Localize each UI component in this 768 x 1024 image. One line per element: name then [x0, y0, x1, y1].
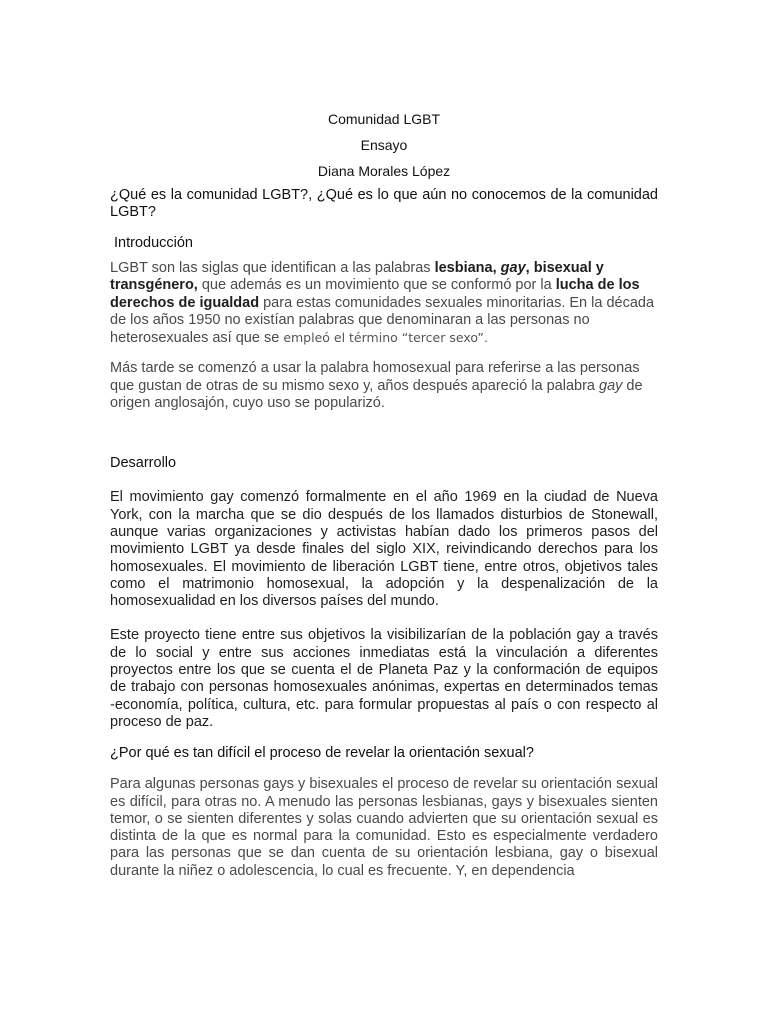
intro-p1-bold-italic-gay: gay: [500, 260, 526, 276]
intro-p2-text-2: de origen anglosajón, cuyo uso se popularizó.: [110, 377, 643, 412]
intro-paragraph-1: [110, 260, 658, 347]
second-question-paragraph: Para algunas personas gays y bisexuales el proceso de revelar su orientación sexual es difícil, para otras no. A menudo las personas lesbianas, gays y bisexuales sienten temor, o se sienten diferentes y solas cuando advierten que su orientación sexual es distinta de la que es normal para la comunidad. Esto es especialmente verdadero para las personas que se dan cuenta de su orientación lesbiana, gay o bisexual durante la niñez o adolescencia, lo cual es frecuente. Y, en dependencia: [110, 776, 658, 879]
intro-paragraph-2: [110, 360, 658, 412]
intro-p1-bold-1: lesbiana,: [434, 260, 501, 276]
opening-question: ¿Qué es la comunidad LGBT?, ¿Qué es lo que aún no conocemos de la comunidad LGBT?: [110, 187, 658, 220]
document-page: [110, 110, 658, 880]
development-paragraph-2: Este proyecto tiene entre sus objetivos la visibilizarían de la población gay a través de lo social y entre sus acciones inmediatas está la vinculación a diferentes proyectos entre los que se cuenta el de Planeta Paz y la conformación de equipos de trabajo con personas homosexuales anónimas, expertas en determinados temas -economía, política, cultura, etc. para formular propuestas al país o con respecto al proceso de paz.: [110, 627, 658, 730]
intro-p1-bold-2: , bisexual y transgénero,: [110, 260, 604, 294]
document-author: Diana Morales López: [317, 163, 451, 179]
intro-p2-italic-gay: gay: [599, 377, 623, 394]
development-paragraph-1: El movimiento gay comenzó formalmente en el año 1969 en la ciudad de Nueva York, con la marcha que se dio después de los llamados disturbios de Stonewall, aunque varias organizaciones y activistas habían dado los primeros pasos del movimiento LGBT ya desde finales del siglo XIX, reivindicando derechos para los homosexuales. El movimiento de liberación LGBT tiene, entre otros, objetivos tales como el matrimonio homosexual, la adopción y la despenalización de la homosexualidad en los diversos países del mundo.: [110, 489, 658, 610]
intro-heading: Introducción: [114, 235, 193, 251]
intro-p1-text-2: que además es un movimiento que se conformó por la: [197, 277, 556, 294]
intro-p1-text-1: LGBT son las siglas que identifican a las palabras: [110, 260, 435, 276]
development-heading: Desarrollo: [110, 455, 177, 472]
intro-p1-text-3: para estas comunidades sexuales minoritarias. En la década de los años 1950 no existían palabras que denominaran a las personas no heterosexuales así que se: [110, 294, 655, 347]
document-subtitle: Ensayo: [360, 137, 408, 153]
intro-p1-text-4: empleó el término “tercer sexo”.: [283, 330, 488, 346]
second-question-heading: ¿Por qué es tan difícil el proceso de revelar la orientación sexual?: [110, 745, 534, 762]
intro-p1-bold-3: lucha de los derechos de igualdad: [110, 277, 640, 311]
document-title: Comunidad LGBT: [327, 111, 441, 127]
intro-p2-text-1: Más tarde se comenzó a usar la palabra homosexual para referirse a las personas que gustan de otras de su mismo sexo y, años después apareció la palabra: [110, 360, 640, 394]
